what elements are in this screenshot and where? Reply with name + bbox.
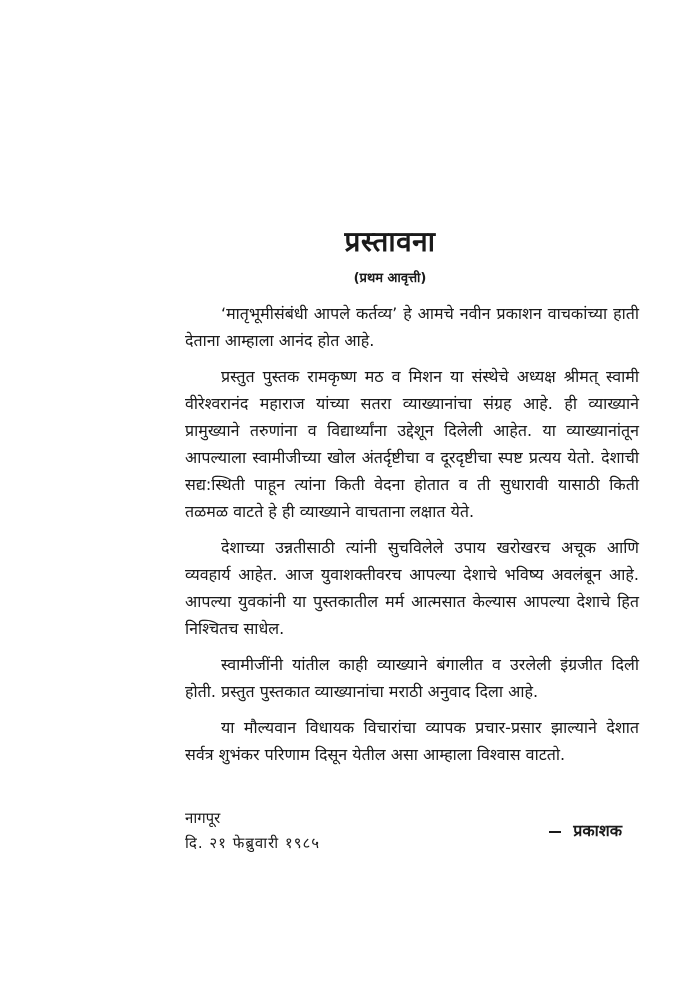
page-title: प्रस्तावना — [344, 225, 436, 258]
paragraph: ‘मातृभूमीसंबंधी आपले कर्तव्य’ हे आमचे नवीन प्रकाशन वाचकांच्या हाती देताना आम्हाला आनंद होत आहे. — [185, 304, 639, 350]
publisher-signature — [549, 819, 622, 841]
page-subtitle: (प्रथम आवृत्ती) — [353, 271, 427, 286]
place-label: नागपूर — [185, 809, 221, 827]
date-label: दि. २१ फेब्रुवारी १९८५ — [185, 834, 321, 852]
preface-body — [185, 300, 639, 777]
paragraph: देशाच्या उन्नतीसाठी त्यांनी सुचविलेले उपाय खरोखरच अचूक आणि व्यवहार्य आहेत. आज युवाशक्तीवरच आपल्या देशाचे भविष्य अवलंबून आहे. आपल्या युवकांनी या पुस्तकातील मर्म आत्मसात केल्यास आपल्या देशाचे हित निश्चितच साधेल. — [185, 538, 639, 638]
paragraph: प्रस्तुत पुस्तक रामकृष्ण मठ व मिशन या संस्थेचे अध्यक्ष श्रीमत् स्वामी वीरेश्वरानंद महाराज यांच्या सतरा व्याख्यानांचा संग्रह आहे. ही व्याख्याने प्रामुख्याने तरुणांना व विद्यार्थ्यांना उद्देशून दिलेली आहेत. या व्याख्यानांतून आपल्याला स्वामीजीच्या खोल अंतर्दृष्टीचा व दूरदृष्टीचा स्पष्ट प्रत्यय येतो. देशाची सद्य:स्थिती पाहून त्यांना किती वेदना होतात व ती सुधारावी यासाठी किती तळमळ वाटते हे ही व्याख्याने वाचताना लक्षात येते. — [185, 367, 639, 521]
paragraph: या मौल्यवान विधायक विचारांचा व्यापक प्रचार-प्रसार झाल्याने देशात सर्वत्र शुभंकर परिणाम दिसून येतील असा आम्हाला विश्वास वाटतो. — [185, 718, 639, 764]
publisher-label: प्रकाशक — [573, 821, 622, 840]
paragraph: स्वामीजींनी यांतील काही व्याख्याने बंगालीत व उरलेली इंग्रजीत दिली होती. प्रस्तुत पुस्तकात व्याख्यानांचा मराठी अनुवाद दिला आहे. — [185, 655, 639, 701]
dash-mark — [549, 831, 561, 833]
